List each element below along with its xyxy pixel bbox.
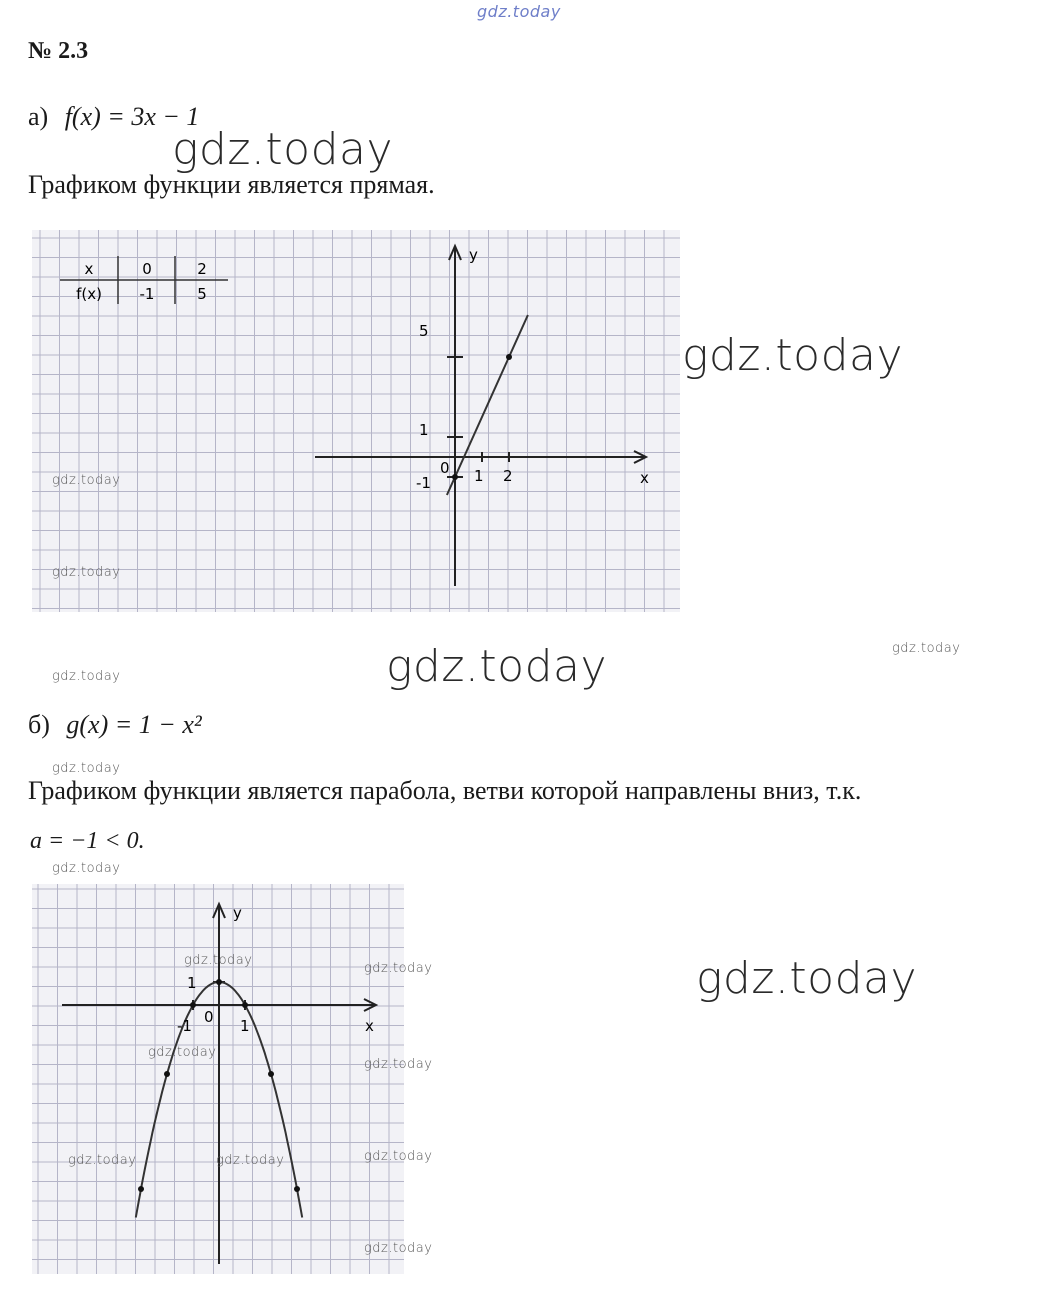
part-b-label: б) — [28, 710, 50, 739]
watermark-small-10: gdz.today — [364, 1057, 433, 1072]
data-point-b — [268, 1071, 274, 1077]
part-b-graph — [32, 884, 404, 1274]
x-tick-1-a: 1 — [474, 467, 484, 485]
graph-a-paper — [32, 230, 680, 612]
y-tick-5-a: 5 — [419, 322, 429, 340]
table-header-2: 2 — [197, 260, 207, 278]
part-b-heading — [28, 710, 202, 740]
watermark-small-8: gdz.today — [364, 961, 433, 976]
watermark-large-2: gdz.today — [682, 330, 904, 381]
watermark-small-3: gdz.today — [892, 641, 961, 656]
table-cell-minus1: -1 — [139, 285, 155, 303]
watermark-small-14: gdz.today — [364, 1241, 433, 1256]
watermark-small-2: gdz.today — [52, 565, 121, 580]
x-axis-label-b: x — [365, 1017, 374, 1035]
y-tick-1-b: 1 — [187, 974, 197, 992]
x-tick-1-b: 1 — [240, 1017, 250, 1035]
data-point-a — [452, 474, 458, 480]
part-a-formula: f(x) = 3x − 1 — [64, 102, 200, 131]
watermark-large-3: gdz.today — [386, 641, 608, 692]
part-b-formula: g(x) = 1 − x² — [66, 710, 202, 739]
watermark-top: gdz.today — [477, 2, 561, 21]
watermark-small-9: gdz.today — [148, 1045, 217, 1060]
origin-label-a: 0 — [440, 459, 450, 477]
watermark-small-11: gdz.today — [68, 1153, 137, 1168]
data-point-a — [506, 354, 512, 360]
part-b-condition: a = −1 < 0. — [30, 828, 145, 854]
x-tick-minus1-b: -1 — [177, 1017, 192, 1035]
watermark-small-7: gdz.today — [184, 953, 253, 968]
table-cell-fx: f(x) — [76, 285, 102, 303]
y-tick-minus1-a: -1 — [416, 474, 431, 492]
x-axis-label-a: x — [640, 469, 649, 487]
part-b-description: Графиком функции является парабола, ветви которой направлены вниз, т.к. — [28, 776, 862, 805]
part-a-graph — [32, 230, 680, 612]
task-number: № 2.3 — [28, 38, 89, 64]
watermark-small-13: gdz.today — [364, 1149, 433, 1164]
value-table — [60, 256, 228, 304]
data-point-b — [242, 1002, 248, 1008]
y-tick-1-a: 1 — [419, 421, 429, 439]
watermark-small-1: gdz.today — [52, 473, 121, 488]
watermark-large-4: gdz.today — [696, 953, 918, 1004]
watermark-small-5: gdz.today — [52, 761, 121, 776]
data-point-b — [294, 1186, 300, 1192]
watermark-small-12: gdz.today — [216, 1153, 285, 1168]
data-point-b — [190, 1002, 196, 1008]
data-point-b — [216, 979, 222, 985]
watermark-small-4: gdz.today — [52, 669, 121, 684]
data-point-b — [164, 1071, 170, 1077]
y-axis-label-b: y — [233, 904, 242, 922]
origin-label-b: 0 — [204, 1008, 214, 1026]
part-a-label: а) — [28, 102, 49, 131]
table-cell-5: 5 — [197, 285, 207, 303]
part-a-description: Графиком функции является прямая. — [28, 170, 435, 199]
watermark-small-6: gdz.today — [52, 861, 121, 876]
data-point-b — [138, 1186, 144, 1192]
table-header-x: x — [84, 260, 94, 278]
x-tick-2-a: 2 — [503, 467, 513, 485]
watermark-large-1: gdz.today — [172, 124, 394, 175]
table-header-0: 0 — [142, 260, 152, 278]
y-axis-label-a: y — [469, 246, 478, 264]
